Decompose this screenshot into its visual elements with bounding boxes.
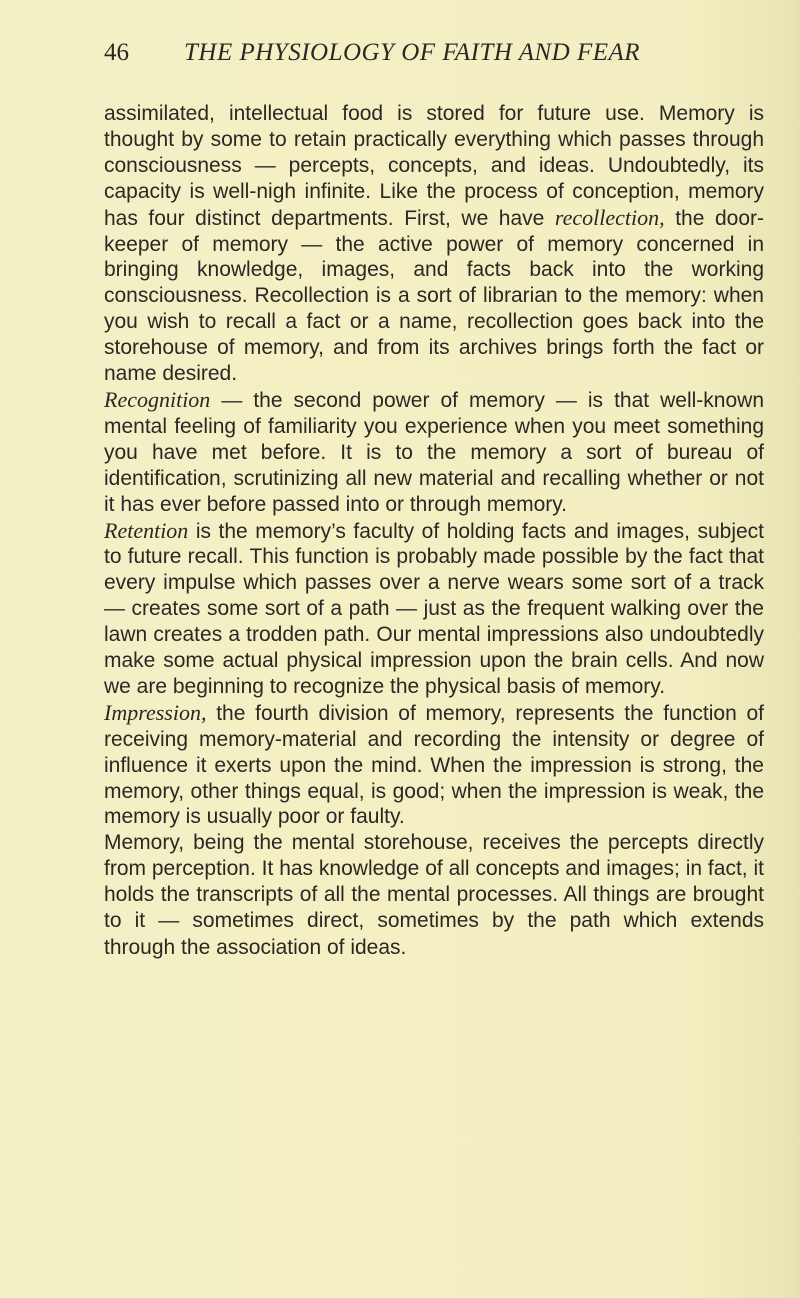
term-recognition: Recognition xyxy=(104,386,211,412)
paragraph-storehouse xyxy=(104,830,764,961)
paragraph-text: is the memory’s faculty of holding facts and images, subject to future recall. This function is probably made possible by the fact that every impulse which passes over a nerve wears some sort of a track — creates some sort of a path — just as the frequent walking over the lawn creates a trodden path. Our mental impressions also undoubtedly make some actual physical impression upon the brain cells. And now we are beginning to recognize the physical basis of memory. xyxy=(104,519,764,698)
page-number: 46 xyxy=(104,39,129,66)
body-text xyxy=(104,101,764,961)
book-title: THE PHYSIOLOGY OF FAITH AND FEAR xyxy=(184,39,641,66)
paragraph-recollection xyxy=(104,101,764,387)
paragraph-text: the door-keeper of memory — the active power of memory concerned in bringing knowledge, images, and facts back into the working consciousness. Recollection is a sort of librarian to the memory: when you wish to recall a fact or a name, recollection goes back into the storehouse of memory, and from its archives brings forth the fact or name desired. xyxy=(104,206,764,386)
term-retention: Retention xyxy=(104,517,189,543)
paragraph-text: Memory, being the mental storehouse, receives the percepts directly from perception. It has knowledge of all concepts and images; in fact, it holds the transcripts of all the mental processes. All things are brought to it — sometimes direct, sometimes by the path which extends through the association of ideas. xyxy=(104,831,764,959)
paragraph-text: — the second power of memory — is that well-known mental feeling of familiarity you experience when you meet something you have met before. It is to the memory a sort of bureau of identification, scrutinizing all new material and recalling whether or not it has ever before passed into or through memory. xyxy=(104,388,764,516)
running-head xyxy=(104,38,764,68)
term-recollection: recollection, xyxy=(554,204,665,230)
paragraph-text: assimilated, intellectual food is stored for future use. Memory is thought by some to retain practically everything which passes through consciousness — percepts, concepts, and ideas. Undoubtedly, its capacity is well-nigh infinite. Like the process of conception, memory has four distinct departments. First, we have xyxy=(104,102,764,230)
paragraph-retention xyxy=(104,518,764,700)
paragraph-text: the fourth division of memory, represents the function of receiving memory-material and recording the intensity or degree of influence it exerts upon the mind. When the impression is strong, the memory, other things equal, is good; when the impression is weak, the memory is usually poor or faulty. xyxy=(104,701,764,829)
paragraph-recognition xyxy=(104,387,764,518)
paragraph-impression xyxy=(104,700,764,831)
term-impression: Impression, xyxy=(104,699,207,725)
